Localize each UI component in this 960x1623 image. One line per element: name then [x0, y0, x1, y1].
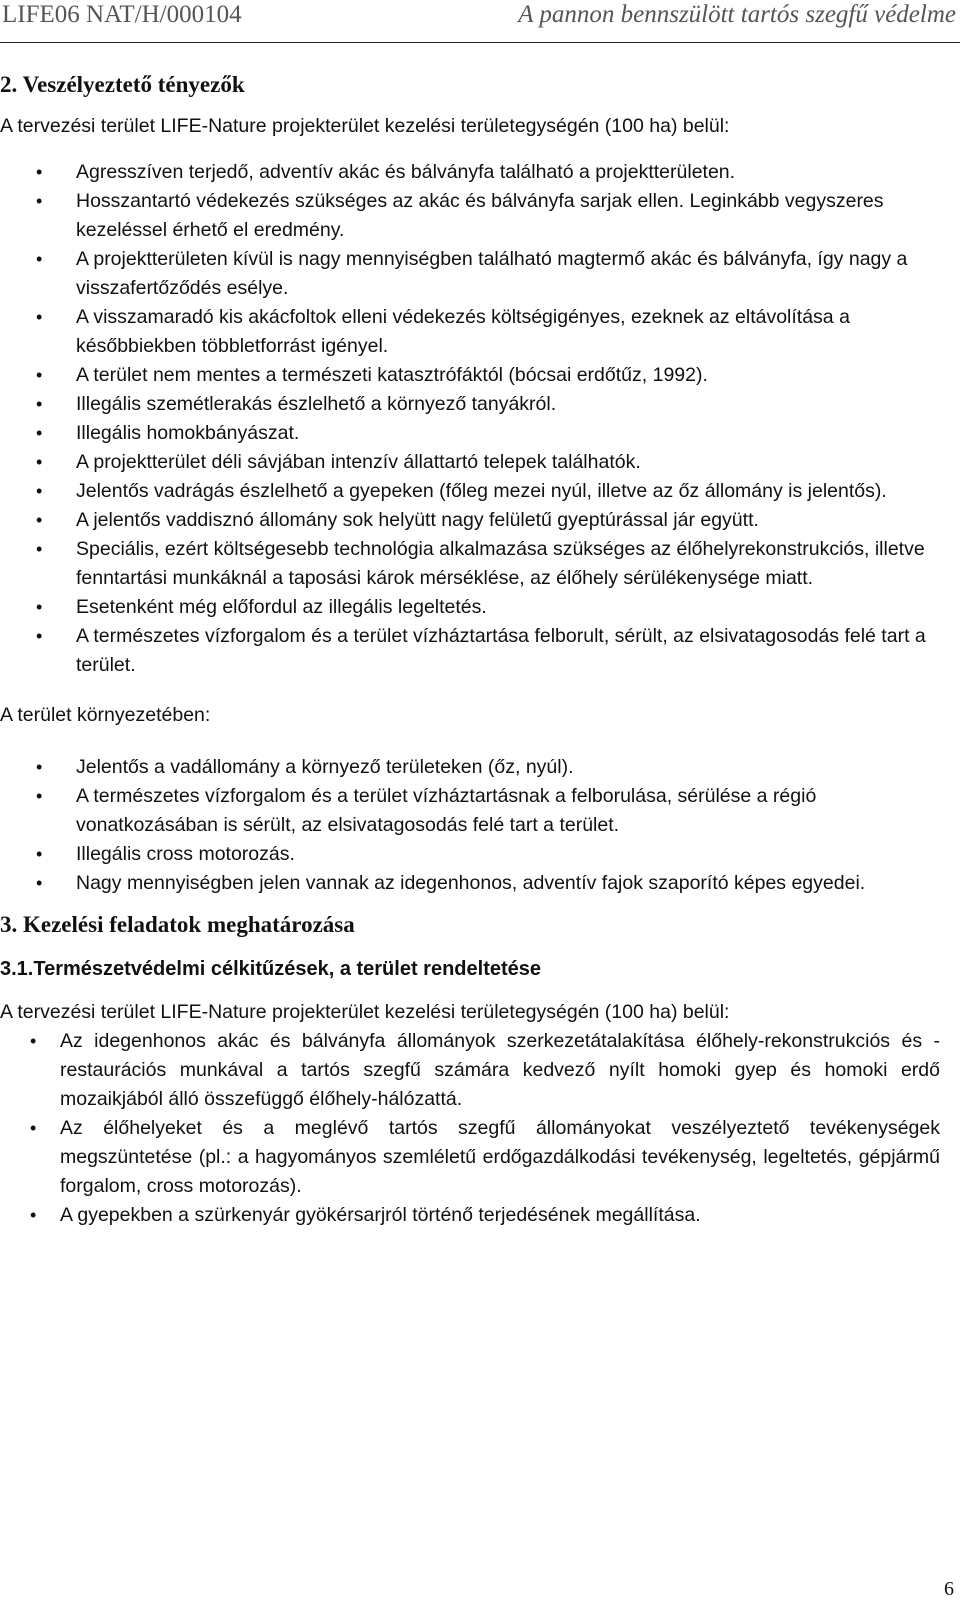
- section-3-1-heading: 3.1.Természetvédelmi célkitűzések, a terület rendeltetése: [0, 958, 542, 980]
- bullet-icon: •: [30, 1118, 37, 1138]
- list-item: [0, 303, 940, 361]
- objectives-list: [0, 1027, 940, 1230]
- bullet-icon: •: [36, 452, 43, 472]
- list-item-text: A visszamaradó kis akácfoltok elleni védekezés költségigényes, ezeknek az eltávolítása a későbbiekben többletforrást igényel.: [76, 306, 850, 357]
- list-item: [0, 753, 940, 782]
- list-item-text: A projektterületen kívül is nagy mennyiségben található magtermő akác és bálványfa, így nagy a visszafertőződés esélye.: [76, 248, 908, 299]
- list-item: [0, 593, 940, 622]
- list-item: [0, 390, 940, 419]
- bullet-icon: •: [36, 423, 43, 443]
- list-item-text: Illegális szemétlerakás észlelhető a környező tanyákról.: [76, 393, 557, 415]
- list-item-text: Nagy mennyiségben jelen vannak az idegenhonos, adventív fajok szaporító képes egyedei.: [76, 872, 866, 894]
- bullet-icon: •: [36, 365, 43, 385]
- page-header: [0, 0, 960, 40]
- list-item-text: Esetenként még előfordul az illegális legeltetés.: [76, 596, 487, 618]
- bullet-icon: •: [36, 191, 43, 211]
- list-item-text: Illegális homokbányászat.: [76, 422, 300, 444]
- list-item-text: A terület nem mentes a természeti katasztrófáktól (bócsai erdőtűz, 1992).: [76, 364, 708, 386]
- section-2-heading: 2. Veszélyeztető tényezők: [0, 72, 245, 97]
- list-item: [0, 245, 940, 303]
- document-id: LIFE06 NAT/H/000104: [2, 1, 242, 28]
- list-item-text: Agresszíven terjedő, adventív akác és bálványfa található a projektterületen.: [76, 161, 736, 183]
- list-item: [0, 477, 940, 506]
- list-item: [0, 361, 940, 390]
- bullet-icon: •: [36, 307, 43, 327]
- list-item: [0, 535, 940, 593]
- section-3-heading: 3. Kezelési feladatok meghatározása: [0, 912, 355, 937]
- list-item-text: A természetes vízforgalom és a terület vízháztartása felborult, sérült, az elsivatagosodás felé tart a terület.: [76, 625, 926, 676]
- list-item-text: A gyepekben a szürkenyár gyökérsarjról történő terjedésének megállítása.: [60, 1204, 701, 1226]
- bullet-icon: •: [36, 481, 43, 501]
- list-item: [0, 622, 940, 680]
- list-item-text: Jelentős a vadállomány a környező területeken (őz, nyúl).: [76, 756, 574, 778]
- list-item: [0, 1027, 940, 1114]
- list-item-text: A természetes vízforgalom és a terület vízháztartásnak a felborulása, sérülése a régió vonatkozásában is sérült, az elsivatagosodás felé tart a terület.: [76, 785, 817, 836]
- section-2-intro: A tervezési terület LIFE-Nature projekterület kezelési területegységén (100 ha) belül:: [0, 115, 730, 137]
- page-number: 6: [944, 1578, 954, 1600]
- bullet-icon: •: [36, 757, 43, 777]
- list-item: [0, 782, 940, 840]
- threats-list: [0, 158, 940, 680]
- list-item-text: Az idegenhonos akác és bálványfa állományok szerkezetátalakítása élőhely-rekonstrukciós és -restaurációs munkával a tartós szegfű számára kedvező nyílt homoki gyep és homoki erdő mozaikjából álló összefüggő élőhely-hálózattá.: [60, 1030, 940, 1110]
- surroundings-list: [0, 753, 940, 898]
- list-item-text: Hosszantartó védekezés szükséges az akác és bálványfa sarjak ellen. Leginkább vegyszeres kezeléssel érhető el eredmény.: [76, 190, 884, 241]
- list-item-text: A projektterület déli sávjában intenzív állattartó telepek találhatók.: [76, 451, 641, 473]
- list-item: [0, 187, 940, 245]
- bullet-icon: •: [30, 1031, 37, 1051]
- header-rule: [0, 42, 960, 43]
- list-item: [0, 419, 940, 448]
- list-item-text: Az élőhelyeket és a meglévő tartós szegfű állományokat veszélyeztető tevékenységek megszüntetése (pl.: a hagyományos szemléletű erdőgazdálkodási tevékenység, legeltetés, gépjármű forgalom, cross motorozás).: [60, 1117, 940, 1197]
- list-item: [0, 1201, 940, 1230]
- bullet-icon: •: [36, 539, 43, 559]
- list-item-text: Illegális cross motorozás.: [76, 843, 295, 865]
- list-item: [0, 1114, 940, 1201]
- list-item: [0, 840, 940, 869]
- bullet-icon: •: [36, 394, 43, 414]
- list-item: [0, 506, 940, 535]
- list-item: [0, 869, 940, 898]
- list-item: [0, 448, 940, 477]
- list-item-text: Jelentős vadrágás észlelhető a gyepeken (főleg mezei nyúl, illetve az őz állomány is jelentős).: [76, 480, 887, 502]
- surroundings-intro: A terület környezetében:: [0, 704, 211, 726]
- bullet-icon: •: [30, 1205, 37, 1225]
- bullet-icon: •: [36, 597, 43, 617]
- bullet-icon: •: [36, 249, 43, 269]
- bullet-icon: •: [36, 510, 43, 530]
- list-item-text: Speciális, ezért költségesebb technológia alkalmazása szükséges az élőhelyrekonstrukciós, illetve fenntartási munkáknál a taposási károk mérséklése, az élőhely sérülékenysége miatt.: [76, 538, 925, 589]
- bullet-icon: •: [36, 162, 43, 182]
- bullet-icon: •: [36, 626, 43, 646]
- bullet-icon: •: [36, 873, 43, 893]
- bullet-icon: •: [36, 786, 43, 806]
- document-title: A pannon bennszülött tartós szegfű védelme: [518, 1, 956, 28]
- list-item-text: A jelentős vaddisznó állomány sok helyütt nagy felületű gyeptúrással jár együtt.: [76, 509, 759, 531]
- list-item: [0, 158, 940, 187]
- section-3-intro: A tervezési terület LIFE-Nature projekterület kezelési területegységén (100 ha) belül:: [0, 1001, 730, 1023]
- page-content: [0, 70, 940, 1230]
- bullet-icon: •: [36, 844, 43, 864]
